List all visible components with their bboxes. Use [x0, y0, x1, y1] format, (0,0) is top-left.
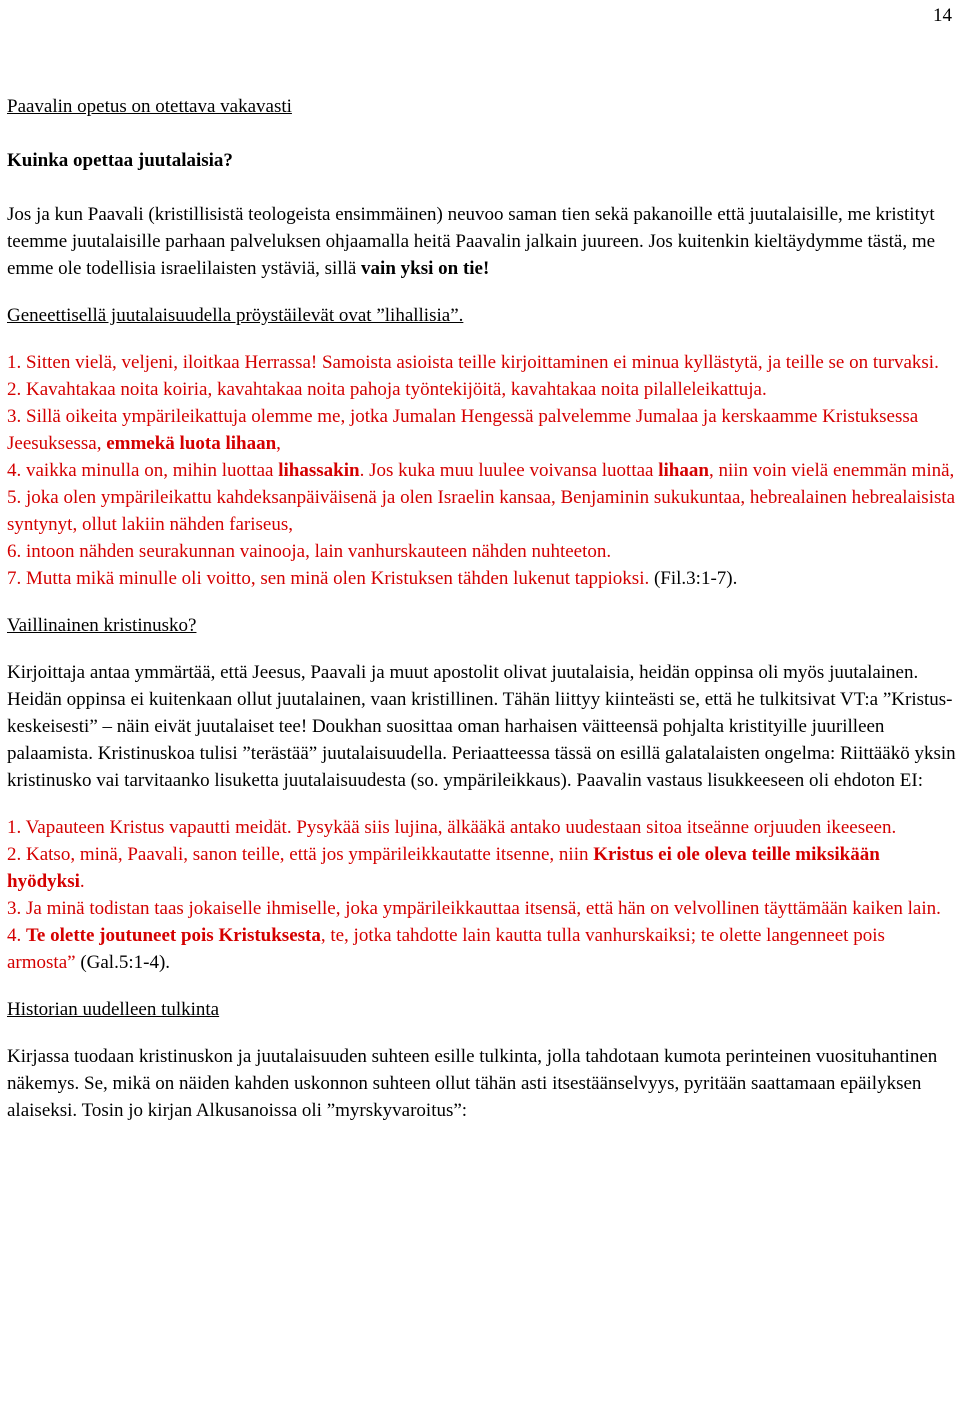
emphasis-only-one-way: vain yksi on tie!: [361, 258, 490, 279]
verse-gal-2-emphasis: Kristus ei ole oleva teille miksikään hyödyksi: [7, 844, 880, 892]
verse-phil-4-middle: . Jos kuka muu luulee voivansa luottaa: [359, 460, 659, 481]
verse-gal-2: [7, 841, 957, 895]
verse-phil-5: 5. joka olen ympärileikattu kahdeksanpäiväisenä ja olen Israelin kansaa, Benjaminin sukukuntaa, hebrealainen hebrealaisista syntynyt, ollut lakiin nähden fariseus,: [7, 487, 956, 535]
paragraph-intro: [7, 201, 957, 282]
verse-gal-4-number: 4.: [7, 925, 26, 946]
section-heading-genetic-judaism: Geneettisellä juutalaisuudella pröystäilevät ovat ”lihallisia”.: [7, 305, 464, 326]
verse-phil-4-emphasis-1: lihassakin: [278, 460, 360, 481]
verse-gal-1: 1. Vapauteen Kristus vapautti meidät. Pysykää siis lujina, älkääkä antako uudestaan sitoa itseänne orjuuden ikeeseen.: [7, 817, 897, 838]
paragraph-reinterpretation: Kirjassa tuodaan kristinuskon ja juutalaisuuden suhteen esille tulkinta, jolla tahdotaan kumota perinteinen vuosituhantinen näkemys. Se, mikä on näiden kahden uskonnon suhteen ollut tähän asti itsestäänselvyys, pyritään saattamaan epäilyksen alaiseksi. Tosin jo kirjan Alkusanoissa oli ”myrskyvaroitus”:: [7, 1046, 938, 1121]
verse-gal-2-end: .: [79, 871, 85, 892]
verse-phil-4-end: , niin voin vielä enemmän minä,: [708, 460, 955, 481]
section-heading-paul-teaching: Paavalin opetus on otettava vakavasti: [7, 96, 292, 117]
reference-gal: (Gal.5:1-4).: [75, 952, 171, 973]
verse-phil-7: [7, 565, 957, 592]
verse-gal-3: 3. Ja minä todistan taas jokaiselle ihmiselle, joka ympärileikkauttaa itsensä, että hän on velvollinen täyttämään kaiken lain.: [7, 898, 941, 919]
verse-phil-4-text: 4. vaikka minulla on, mihin luottaa: [7, 460, 279, 481]
paragraph-doukhan: Kirjoittaja antaa ymmärtää, että Jeesus, Paavali ja muut apostolit olivat juutalaisia, heidän oppinsa oli myös juutalainen. Heidän oppinsa ei kuitenkaan ollut juutalainen, vaan kristillinen. Tähän liittyy kiinteästi se, että he tulkitsivat VT:a ”Kristus-keskeisesti” – näin eivät juutalaiset tee! Doukhan suosittaa oman harhaisen väitteensä pohjalta kristityille juurilleen palaamista. Kristinuskoa tulisi ”terästää” juutalaisuudella. Periaatteessa tässä on esillä galatalaisten ongelma: Riittääkö yksin kristinusko vai tarvitaanko lisuketta juutalaisuudesta (so. ympärileikkaus). Paavalin vastaus lisukkeeseen oli ehdoton EI:: [7, 662, 956, 791]
verse-phil-6: 6. intoon nähden seurakunnan vainooja, lain vanhurskauteen nähden nuhteeton.: [7, 541, 612, 562]
verse-gal-2-text: 2. Katso, minä, Paavali, sanon teille, että jos ympärileikkautatte itsenne, niin: [7, 844, 594, 865]
section-heading-incomplete-christianity: Vaillinainen kristinusko?: [7, 615, 197, 636]
verse-phil-4-emphasis-2: lihaan: [658, 460, 709, 481]
verse-phil-3: [7, 403, 957, 457]
verse-gal-4-text: , te, jotka tahdotte lain kautta tulla vanhurskaiksi; te olette langenneet pois armosta”: [7, 925, 885, 973]
subheading-teach-jews: Kuinka opettaa juutalaisia?: [7, 150, 233, 171]
verse-phil-3-emphasis: emmekä luota lihaan: [106, 433, 277, 454]
document-body: [7, 93, 957, 1124]
paragraph-intro-text: Jos ja kun Paavali (kristillisistä teologeista ensimmäinen) neuvoo saman tien sekä pakanoille että juutalaisille, me kristityt teemme juutalaisille parhaan palveluksen ohjaamalla heitä Paavalin jalkain juureen. Jos kuitenkin kieltäydymme tästä, me emme ole todellisia israelilaisten ystäviä, sillä: [7, 204, 936, 279]
verse-gal-4-emphasis: Te olette joutuneet pois Kristuksesta: [26, 925, 321, 946]
verse-phil-4: [7, 457, 957, 484]
section-heading-history-reinterpretation: Historian uudelleen tulkinta: [7, 999, 220, 1020]
verse-phil-2: 2. Kavahtakaa noita koiria, kavahtakaa noita pahoja työntekijöitä, kavahtakaa noita pilalleleikattuja.: [7, 379, 767, 400]
verse-gal-4: [7, 922, 957, 976]
verse-phil-3-text: 3. Sillä oikeita ympärileikattuja olemme me, jotka Jumalan Hengessä palvelemme Jumalaa ja kerskaamme Kristuksessa Jeesuksessa,: [7, 406, 919, 454]
page-number: 14: [933, 5, 952, 26]
galatians-quote: [7, 814, 957, 976]
verse-phil-1: 1. Sitten vielä, veljeni, iloitkaa Herrassa! Samoista asioista teille kirjoittaminen ei minua kyllästytä, ja teille se on turvaksi.: [7, 352, 939, 373]
verse-phil-7-text: 7. Mutta mikä minulle oli voitto, sen minä olen Kristuksen tähden lukenut tappioksi.: [7, 568, 650, 589]
philippians-quote: [7, 349, 957, 592]
verse-phil-3-end: ,: [276, 433, 281, 454]
reference-phil: (Fil.3:1-7).: [649, 568, 738, 589]
